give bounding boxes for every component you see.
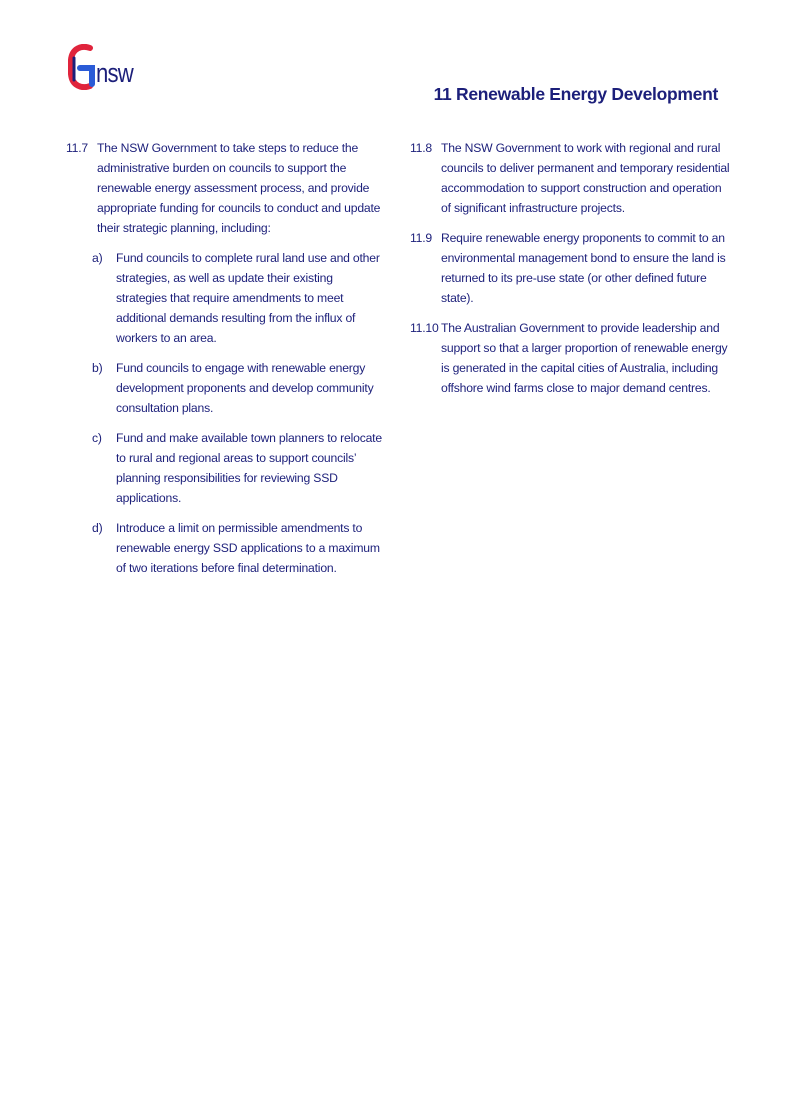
recommendation-number: 11.8 — [410, 141, 433, 155]
recommendation-11-9 — [410, 228, 730, 308]
section-title: 11 Renewable Energy Development — [433, 84, 718, 104]
sub-item-b — [92, 358, 386, 418]
lgnsw-logo — [68, 44, 148, 90]
logo-text: nsw — [96, 58, 133, 88]
sub-item-letter: c) — [92, 431, 102, 445]
recommendation-11-8 — [410, 138, 730, 218]
recommendation-text: The Australian Government to provide leadership and support so that a larger proportion of renewable energy is generated in the capital cities of Australia, including offshore wind farms close to major demand centres. — [441, 321, 728, 395]
recommendation-number: 11.9 — [410, 231, 433, 245]
sub-item-letter: a) — [92, 251, 103, 265]
recommendation-text: Require renewable energy proponents to commit to an environmental management bond to ensure the land is returned to its pre-use state (or other defined future state). — [441, 231, 726, 305]
logo-g-mark-icon — [68, 44, 98, 90]
sub-item-text: Fund councils to engage with renewable energy development proponents and develop community consultation plans. — [116, 361, 374, 415]
sub-item-a — [92, 248, 386, 348]
recommendation-number: 11.10 — [410, 321, 439, 335]
sub-item-text: Introduce a limit on permissible amendments to renewable energy SSD applications to a maximum of two iterations before final determination. — [116, 521, 380, 575]
sub-item-text: Fund and make available town planners to relocate to rural and regional areas to support councils’ planning responsibilities for reviewing SSD applications. — [116, 431, 382, 505]
sub-item-text: Fund councils to complete rural land use and other strategies, as well as update their existing strategies that require amendments to meet additional demands resulting from the influx of workers to an area. — [116, 251, 380, 345]
recommendation-11-10 — [410, 318, 730, 398]
sub-item-d — [92, 518, 386, 578]
recommendation-number: 11.7 — [66, 141, 89, 155]
sub-item-letter: d) — [92, 521, 103, 535]
recommendation-11-7 — [66, 138, 386, 578]
recommendation-text: The NSW Government to take steps to reduce the administrative burden on councils to support the renewable energy assessment process, and provide appropriate funding for councils to conduct and update their strategic planning, including: — [97, 141, 381, 235]
left-column — [66, 138, 386, 578]
sub-item-letter: b) — [92, 361, 103, 375]
right-column — [410, 138, 730, 408]
sub-item-c — [92, 428, 386, 508]
recommendation-text: The NSW Government to work with regional and rural councils to deliver permanent and temporary residential accommodation to support construction and operation of significant infrastructure projects. — [441, 141, 730, 215]
